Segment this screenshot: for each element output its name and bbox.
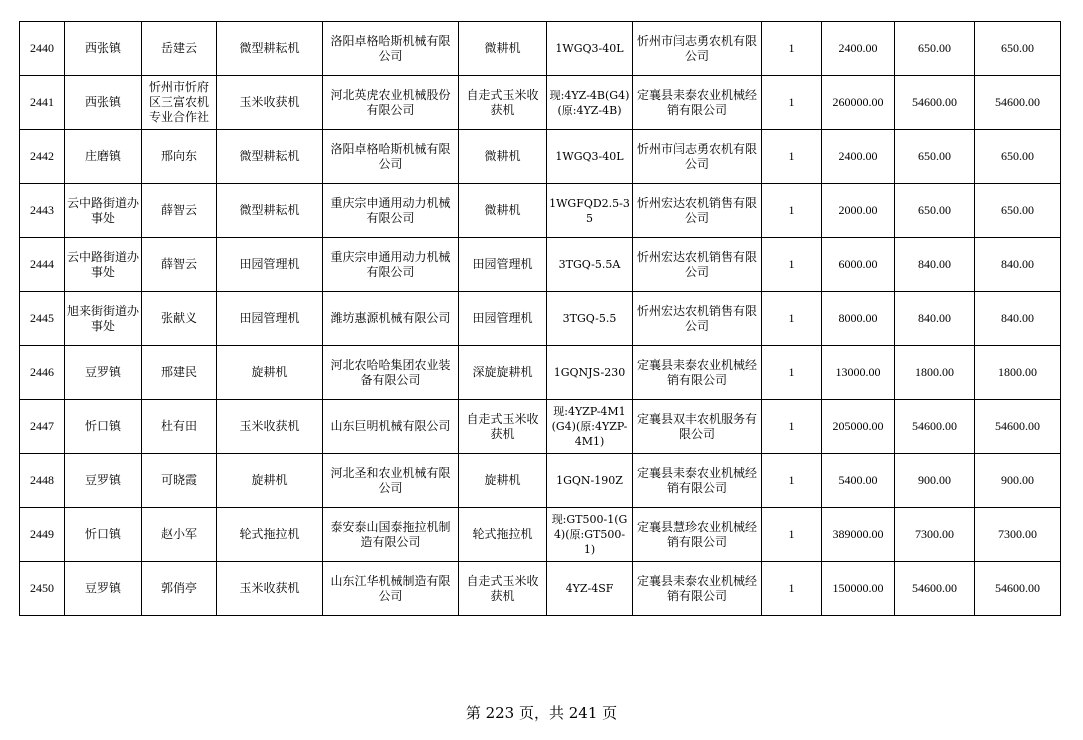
cell-central-subsidy: 900.00 — [895, 454, 975, 508]
cell-owner: 忻州市忻府区三富农机专业合作社 — [142, 76, 217, 130]
cell-model: 1GQN-190Z — [547, 454, 633, 508]
cell-quantity: 1 — [762, 508, 822, 562]
cell-serial-number: 2443 — [20, 184, 65, 238]
cell-dealer: 定襄县慧珍农业机械经销有限公司 — [633, 508, 762, 562]
cell-machine-category: 田园管理机 — [217, 238, 323, 292]
cell-model: 现:GT500-1(G4)(原:GT500-1) — [547, 508, 633, 562]
cell-product-name: 田园管理机 — [459, 238, 547, 292]
cell-quantity: 1 — [762, 562, 822, 616]
cell-sale-price: 2400.00 — [822, 22, 895, 76]
cell-machine-category: 微型耕耘机 — [217, 22, 323, 76]
cell-dealer: 忻州宏达农机销售有限公司 — [633, 238, 762, 292]
cell-machine-category: 田园管理机 — [217, 292, 323, 346]
cell-dealer: 忻州宏达农机销售有限公司 — [633, 184, 762, 238]
cell-serial-number: 2444 — [20, 238, 65, 292]
cell-sale-price: 2400.00 — [822, 130, 895, 184]
cell-serial-number: 2448 — [20, 454, 65, 508]
cell-central-subsidy: 650.00 — [895, 22, 975, 76]
cell-town: 云中路街道办事处 — [65, 238, 142, 292]
cell-model: 现:4YZ-4B(G4)(原:4YZ-4B) — [547, 76, 633, 130]
cell-manufacturer: 洛阳卓格哈斯机械有限公司 — [323, 22, 459, 76]
cell-serial-number: 2447 — [20, 400, 65, 454]
cell-model: 1WGFQD2.5-35 — [547, 184, 633, 238]
cell-owner: 郭俏亭 — [142, 562, 217, 616]
cell-serial-number: 2440 — [20, 22, 65, 76]
table-row — [20, 22, 1061, 76]
cell-total-subsidy: 840.00 — [975, 292, 1061, 346]
cell-manufacturer: 重庆宗申通用动力机械有限公司 — [323, 184, 459, 238]
cell-manufacturer: 洛阳卓格哈斯机械有限公司 — [323, 130, 459, 184]
cell-owner: 邢向东 — [142, 130, 217, 184]
cell-machine-category: 微型耕耘机 — [217, 130, 323, 184]
cell-machine-category: 轮式拖拉机 — [217, 508, 323, 562]
cell-total-subsidy: 54600.00 — [975, 562, 1061, 616]
table-row — [20, 346, 1061, 400]
cell-product-name: 自走式玉米收获机 — [459, 76, 547, 130]
cell-manufacturer: 山东江华机械制造有限公司 — [323, 562, 459, 616]
cell-total-subsidy: 650.00 — [975, 130, 1061, 184]
cell-total-subsidy: 840.00 — [975, 238, 1061, 292]
cell-town: 西张镇 — [65, 76, 142, 130]
table-row — [20, 400, 1061, 454]
cell-sale-price: 13000.00 — [822, 346, 895, 400]
cell-manufacturer: 河北圣和农业机械有限公司 — [323, 454, 459, 508]
cell-central-subsidy: 54600.00 — [895, 400, 975, 454]
cell-serial-number: 2449 — [20, 508, 65, 562]
cell-dealer: 定襄县耒泰农业机械经销有限公司 — [633, 562, 762, 616]
cell-quantity: 1 — [762, 76, 822, 130]
cell-quantity: 1 — [762, 130, 822, 184]
cell-machine-category: 旋耕机 — [217, 346, 323, 400]
cell-owner: 薛智云 — [142, 238, 217, 292]
cell-total-subsidy: 54600.00 — [975, 76, 1061, 130]
subsidy-table — [19, 21, 1061, 616]
cell-town: 忻口镇 — [65, 508, 142, 562]
table-row — [20, 76, 1061, 130]
cell-central-subsidy: 840.00 — [895, 292, 975, 346]
cell-dealer: 定襄县双丰农机服务有限公司 — [633, 400, 762, 454]
cell-town: 忻口镇 — [65, 400, 142, 454]
cell-product-name: 旋耕机 — [459, 454, 547, 508]
table-body — [20, 22, 1061, 616]
cell-dealer: 定襄县耒泰农业机械经销有限公司 — [633, 454, 762, 508]
cell-manufacturer: 河北农哈哈集团农业装备有限公司 — [323, 346, 459, 400]
table-row — [20, 184, 1061, 238]
cell-model: 3TGQ-5.5A — [547, 238, 633, 292]
cell-product-name: 深旋旋耕机 — [459, 346, 547, 400]
cell-model: 现:4YZP-4M1(G4)(原:4YZP-4M1) — [547, 400, 633, 454]
table-row — [20, 292, 1061, 346]
cell-serial-number: 2445 — [20, 292, 65, 346]
table-row — [20, 508, 1061, 562]
cell-serial-number: 2442 — [20, 130, 65, 184]
cell-serial-number: 2441 — [20, 76, 65, 130]
cell-central-subsidy: 7300.00 — [895, 508, 975, 562]
cell-town: 旭来街街道办事处 — [65, 292, 142, 346]
cell-product-name: 微耕机 — [459, 22, 547, 76]
cell-total-subsidy: 7300.00 — [975, 508, 1061, 562]
cell-product-name: 自走式玉米收获机 — [459, 400, 547, 454]
cell-machine-category: 玉米收获机 — [217, 562, 323, 616]
cell-manufacturer: 山东巨明机械有限公司 — [323, 400, 459, 454]
cell-sale-price: 8000.00 — [822, 292, 895, 346]
cell-product-name: 田园管理机 — [459, 292, 547, 346]
cell-town: 西张镇 — [65, 22, 142, 76]
cell-central-subsidy: 1800.00 — [895, 346, 975, 400]
cell-quantity: 1 — [762, 454, 822, 508]
cell-sale-price: 5400.00 — [822, 454, 895, 508]
cell-town: 豆罗镇 — [65, 562, 142, 616]
cell-total-subsidy: 900.00 — [975, 454, 1061, 508]
cell-sale-price: 6000.00 — [822, 238, 895, 292]
cell-total-subsidy: 54600.00 — [975, 400, 1061, 454]
cell-manufacturer: 潍坊惠源机械有限公司 — [323, 292, 459, 346]
cell-town: 豆罗镇 — [65, 454, 142, 508]
cell-manufacturer: 重庆宗申通用动力机械有限公司 — [323, 238, 459, 292]
cell-total-subsidy: 650.00 — [975, 22, 1061, 76]
cell-quantity: 1 — [762, 292, 822, 346]
cell-model: 1WGQ3-40L — [547, 130, 633, 184]
table-row — [20, 238, 1061, 292]
cell-product-name: 微耕机 — [459, 184, 547, 238]
cell-model: 3TGQ-5.5 — [547, 292, 633, 346]
cell-product-name: 微耕机 — [459, 130, 547, 184]
cell-quantity: 1 — [762, 184, 822, 238]
cell-machine-category: 微型耕耘机 — [217, 184, 323, 238]
cell-owner: 张献义 — [142, 292, 217, 346]
cell-sale-price: 205000.00 — [822, 400, 895, 454]
cell-model: 4YZ-4SF — [547, 562, 633, 616]
cell-sale-price: 389000.00 — [822, 508, 895, 562]
cell-dealer: 忻州宏达农机销售有限公司 — [633, 292, 762, 346]
cell-owner: 赵小军 — [142, 508, 217, 562]
cell-owner: 邢建民 — [142, 346, 217, 400]
cell-manufacturer: 河北英虎农业机械股份有限公司 — [323, 76, 459, 130]
cell-sale-price: 150000.00 — [822, 562, 895, 616]
cell-quantity: 1 — [762, 346, 822, 400]
cell-machine-category: 旋耕机 — [217, 454, 323, 508]
cell-model: 1GQNJS-230 — [547, 346, 633, 400]
cell-dealer: 忻州市闫志勇农机有限公司 — [633, 22, 762, 76]
cell-quantity: 1 — [762, 238, 822, 292]
table-row — [20, 562, 1061, 616]
cell-machine-category: 玉米收获机 — [217, 400, 323, 454]
cell-product-name: 自走式玉米收获机 — [459, 562, 547, 616]
cell-owner: 岳建云 — [142, 22, 217, 76]
cell-dealer: 忻州市闫志勇农机有限公司 — [633, 130, 762, 184]
cell-quantity: 1 — [762, 400, 822, 454]
cell-serial-number: 2446 — [20, 346, 65, 400]
cell-sale-price: 260000.00 — [822, 76, 895, 130]
table-row — [20, 130, 1061, 184]
cell-sale-price: 2000.00 — [822, 184, 895, 238]
page-footer: 第 223 页，共 241 页 — [465, 704, 618, 722]
cell-dealer: 定襄县耒泰农业机械经销有限公司 — [633, 76, 762, 130]
cell-central-subsidy: 54600.00 — [895, 76, 975, 130]
cell-owner: 杜有田 — [142, 400, 217, 454]
cell-central-subsidy: 650.00 — [895, 130, 975, 184]
cell-machine-category: 玉米收获机 — [217, 76, 323, 130]
cell-town: 豆罗镇 — [65, 346, 142, 400]
cell-serial-number: 2450 — [20, 562, 65, 616]
cell-quantity: 1 — [762, 22, 822, 76]
cell-town: 云中路街道办事处 — [65, 184, 142, 238]
cell-product-name: 轮式拖拉机 — [459, 508, 547, 562]
cell-owner: 可晓霞 — [142, 454, 217, 508]
cell-total-subsidy: 650.00 — [975, 184, 1061, 238]
cell-owner: 薛智云 — [142, 184, 217, 238]
cell-town: 庄磨镇 — [65, 130, 142, 184]
table-row — [20, 454, 1061, 508]
cell-dealer: 定襄县耒泰农业机械经销有限公司 — [633, 346, 762, 400]
cell-central-subsidy: 650.00 — [895, 184, 975, 238]
cell-total-subsidy: 1800.00 — [975, 346, 1061, 400]
cell-model: 1WGQ3-40L — [547, 22, 633, 76]
cell-central-subsidy: 54600.00 — [895, 562, 975, 616]
cell-manufacturer: 泰安泰山国泰拖拉机制造有限公司 — [323, 508, 459, 562]
cell-central-subsidy: 840.00 — [895, 238, 975, 292]
